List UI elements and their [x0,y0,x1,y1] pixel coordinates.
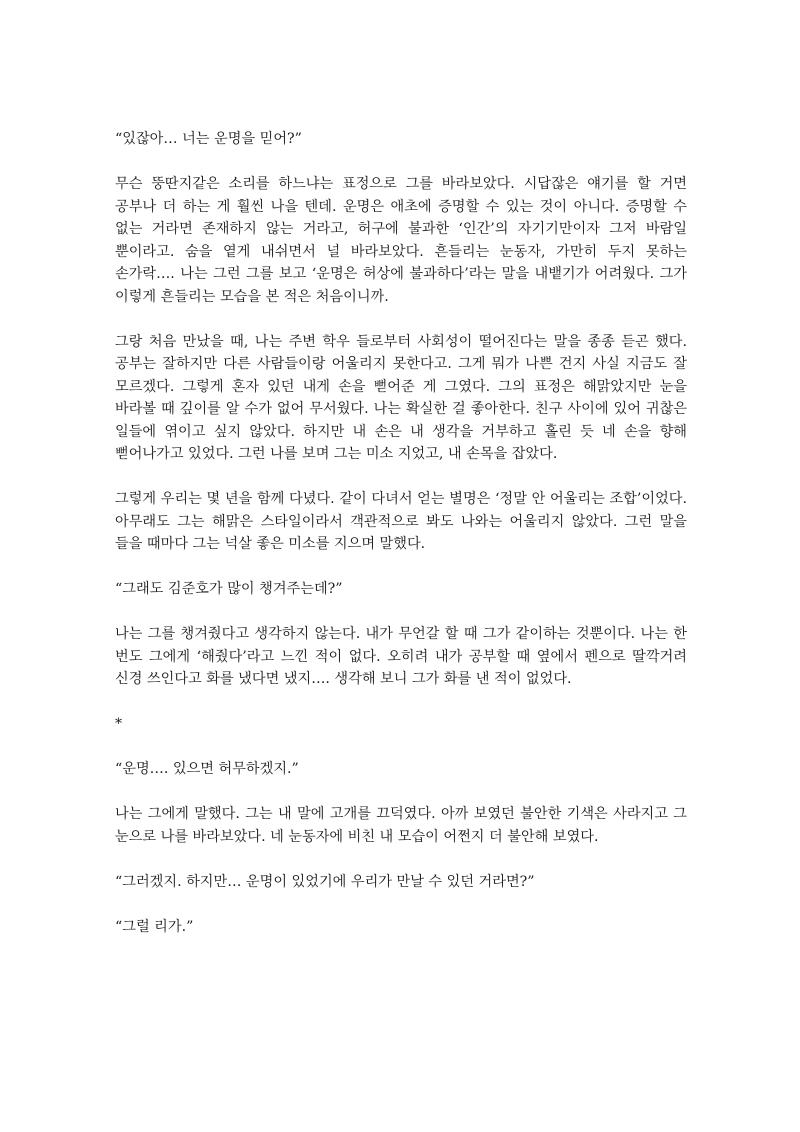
narrative-paragraph: 무슨 뚱딴지같은 소리를 하느냐는 표정으로 그를 바라보았다. 시답잖은 얘기를 할 거면 공부나 더 하는 게 훨씬 나을 텐데. 운명은 애초에 증명할 수 있는 것이 아니다. 증명할 수 없는 거라면 존재하지 않는 거라고, 허구에 불과한 ‘인간’의 자기기만이자 그저 바람일 뿐이라고. 숨을 옅게 내쉬면서 널 바라보았다. 흔들리는 눈동자, 가만히 두지 못하는 손가락…. 나는 그런 그를 보고 ‘운명은 허상에 불과하다’라는 말을 내뱉기가 어려웠다. 그가 이렇게 흔들리는 모습을 본 적은 처음이니까. [115,176,687,305]
narrative-paragraph: 그렇게 우리는 몇 년을 함께 다녔다. 같이 다녀서 얻는 별명은 ‘정말 안 어울리는 조합’이었다. 아무래도 그는 해맑은 스타일이라서 객관적으로 봐도 나와는 어울리지 않았다. 그런 말을 들을 때마다 그는 넉살 좋은 미소를 지으며 말했다. [115,491,687,552]
story-text [115,128,687,961]
dialogue-line: “그러겠지. 하지만… 운명이 있었기에 우리가 만날 수 있던 거라면?” [115,873,535,890]
narrative-paragraph: 나는 그를 챙겨줬다고 생각하지 않는다. 내가 무언갈 할 때 그가 같이하는 것뿐이다. 나는 한 번도 그에게 ‘해줬다’라고 느낀 적이 없다. 오히려 내가 공부할 때 옆에서 펜으로 딸깍거려 신경 쓰인다고 화를 냈다면 냈지…. 생각해 보니 그가 화를 낸 적이 없었다. [115,626,687,687]
dialogue-line: “그럴 리가.” [115,918,194,935]
narrative-paragraph: 그랑 처음 만났을 때, 나는 주변 학우 들로부터 사회성이 떨어진다는 말을 종종 듣곤 했다. 공부는 잘하지만 다른 사람들이랑 어울리지 못한다고. 그게 뭐가 나쁜 건지 사실 지금도 잘 모르겠다. 그렇게 혼자 있던 내게 손을 뻗어준 게 그였다. 그의 표정은 해맑았지만 눈을 바라볼 때 깊이를 알 수가 없어 무서웠다. 나는 확실한 걸 좋아한다. 친구 사이에 있어 귀찮은 일들에 엮이고 싶지 않았다. 하지만 내 손은 내 생각을 거부하고 홀린 듯 네 손을 향해 뻗어나가고 있었다. 그런 나를 보며 그는 미소 지었고, 내 손목을 잡았다. [115,333,687,462]
narrative-paragraph: 나는 그에게 말했다. 그는 내 말에 고개를 끄덕였다. 아까 보였던 불안한 기색은 사라지고 그 눈으로 나를 바라보았다. 네 눈동자에 비친 내 모습이 어쩐지 더 불안해 보였다. [115,806,687,845]
dialogue-line: “있잖아… 너는 운명을 믿어?” [115,131,302,147]
section-separator: * [115,716,123,732]
dialogue-line: “그래도 김준호가 많이 챙겨주는데?” [115,581,343,597]
dialogue-line: “운명…. 있으면 허무하겠지.” [115,761,299,777]
